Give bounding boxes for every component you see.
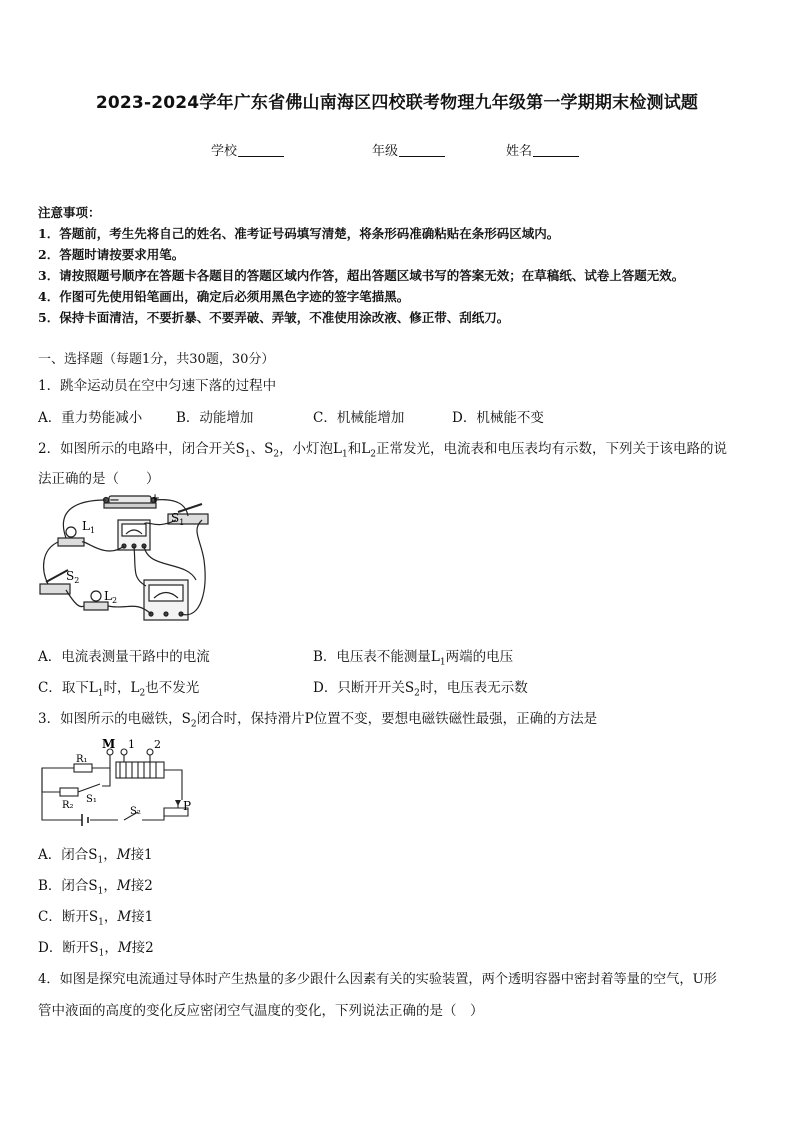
q3-option-c[interactable]: C．断开$S_1$，M接1 (38, 909, 154, 928)
terminal-1-icon (121, 749, 127, 755)
grade-label: 年级 (372, 144, 399, 159)
lamp-l2-label: $L_2$ (104, 589, 118, 605)
coil-core-icon (116, 762, 164, 778)
switch-s1-label: S₁ (86, 794, 97, 805)
resistor-r1-label: R₁ (76, 754, 88, 765)
switch-s2-label: S₂ (130, 806, 141, 817)
switch-s1-label: $S_1$ (171, 511, 185, 527)
q3-option-a[interactable]: A．闭合$S_1$，M接1 (38, 847, 153, 866)
q2-option-a[interactable]: A．电流表测量干路中的电流 (38, 649, 210, 665)
q1-option-d[interactable]: D．机械能不变 (452, 410, 544, 426)
q1-option-c[interactable]: C．机械能增加 (313, 410, 405, 426)
resistor-r2-label: R₂ (62, 800, 74, 811)
resistor-r1-icon (74, 764, 92, 772)
student-info-row (0, 140, 794, 160)
q2-option-c[interactable]: C．取下$L_1$时，$L_2$也不发光 (38, 680, 200, 699)
terminal-2-icon (147, 749, 153, 755)
lamp-l1-icon (58, 538, 84, 546)
q3-stem: 3．如图所示的电磁铁，$S_2$闭合时，保持滑片P位置不变，要想电磁铁磁性最强，正确的方法是 (38, 711, 598, 730)
resistor-r2-icon (60, 788, 78, 796)
name-blank[interactable] (533, 143, 579, 157)
q3-option-d[interactable]: D．断开$S_1$，M接2 (38, 940, 154, 959)
q4-stem: 4．如图是探究电流通过导体时产生热量的多少跟什么因素有关的实验装置，两个透明容器中密封着等量的空气，U形 (38, 972, 717, 987)
q1-option-b[interactable]: B．动能增加 (176, 410, 254, 426)
school-label: 学校 (211, 144, 238, 159)
q2-option-d[interactable]: D．只断开开关$S_2$时，电压表无示数 (313, 680, 528, 699)
note-item: 3．请按照题号顺序在答题卡各题目的答题区域内作答，超出答题区域书写的答案无效；在草稿纸、试卷上答题无效。 (38, 268, 685, 283)
terminal-1-label: 1 (128, 738, 135, 751)
lamp-l2-icon (84, 602, 108, 610)
battery-minus-label: − (109, 493, 120, 508)
note-item: 2．答题时请按要求用笔。 (38, 247, 185, 262)
q2-stem: 2．如图所示的电路中，闭合开关$S_1$、$S_2$，小灯泡$L_1$和$L_2$正常发光，电流表和电压表均有示数，下列关于该电路的说 (38, 441, 727, 460)
slider-p-label: P (183, 799, 192, 813)
q3-option-b[interactable]: B．闭合$S_1$，M接2 (38, 878, 153, 897)
section-heading: 一、选择题（每题1分，共30题，30分） (38, 352, 275, 367)
note-item: 5．保持卡面清洁，不要折暴、不要弄破、弄皱，不准使用涂改液、修正带、刮纸刀。 (38, 310, 510, 325)
notes-heading: 注意事项： (38, 205, 101, 220)
grade-field[interactable] (372, 140, 445, 159)
q2-circuit-figure (36, 490, 211, 635)
exam-title: 2023-2024学年广东省佛山南海区四校联考物理九年级第一学期期末检测试题 (95, 93, 699, 113)
q2-stem-line2: 法正确的是（ ） (38, 471, 160, 487)
q4-stem-line2: 管中液面的高度的变化反应密闭空气温度的变化，下列说法正确的是（ ） (38, 1003, 484, 1019)
switch-s2-label: $S_2$ (66, 569, 80, 585)
q2-option-b[interactable]: B．电压表不能测量$L_1$两端的电压 (313, 649, 514, 668)
q1-stem: 1．跳伞运动员在空中匀速下落的过程中 (38, 378, 277, 394)
q3-electromagnet-figure (38, 738, 198, 828)
note-item: 4．作图可先使用铅笔画出，确定后必须用黑色字迹的签字笔描黑。 (38, 289, 410, 304)
switch-s2-icon (40, 584, 70, 594)
grade-blank[interactable] (399, 143, 445, 157)
battery-plus-label: + (150, 491, 161, 505)
terminal-m-label: M (102, 738, 116, 751)
note-item: 1．答题前，考生先将自己的姓名、准考证号码填写清楚，将条形码准确粘贴在条形码区域内。 (38, 226, 560, 241)
q1-option-a[interactable]: A．重力势能减小 (38, 410, 143, 426)
name-label: 姓名 (506, 144, 533, 159)
name-field[interactable] (506, 140, 579, 159)
school-blank[interactable] (238, 143, 284, 157)
lamp-l1-label: $L_1$ (82, 519, 96, 535)
school-field[interactable] (211, 140, 284, 159)
terminal-2-label: 2 (154, 738, 161, 751)
